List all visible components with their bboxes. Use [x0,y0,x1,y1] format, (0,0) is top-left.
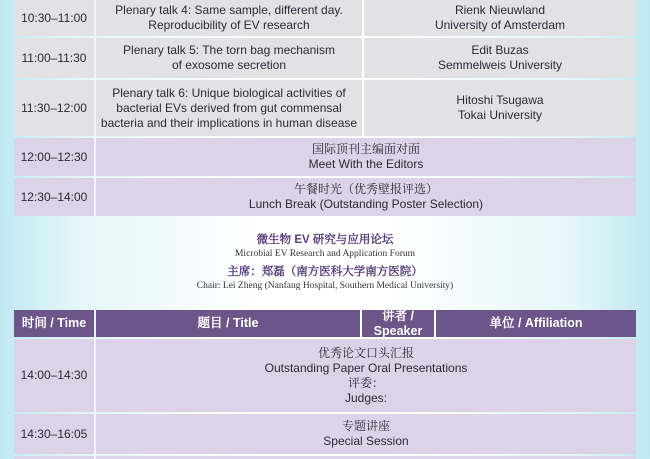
speaker-name: Hitoshi Tsugawa [456,93,544,107]
schedule-row [14,80,636,136]
event-cell [96,178,636,216]
time-text: 12:00–12:30 [20,149,88,164]
forum-title-cn: 微生物 EV 研究与应用论坛 [256,234,394,246]
speaker-cell [364,0,636,36]
time-cell [14,80,94,136]
time-text: 11:30–12:00 [21,100,87,115]
speaker-name: Edit Buzas [471,43,529,57]
time-text: 12:30–14:00 [20,189,88,204]
event-title-cn: 国际顶刊主编面对面 [311,142,420,156]
forum-chair-en: Chair: Lei Zheng (Nanfang Hospital, Southern Medical University) [196,281,454,291]
header-label: 时间 / Time [21,316,87,330]
event-title-en: Lunch Break (Outstanding Poster Selection) [248,197,484,211]
judges-label-cn: 评委： [347,375,384,390]
time-cell [14,38,94,78]
time-cell [14,0,94,36]
session-title-cn: 专题讲座 [341,419,390,433]
header-label: 单位 / Affiliation [489,316,583,330]
speaker-name: Rienk Nieuwland [454,3,546,17]
header-title [96,310,360,337]
speaker-affiliation: Semmelweis University [437,58,563,72]
time-cell [14,138,94,176]
forum-title-en: Microbial EV Research and Application Forum [234,249,416,259]
header-label: 题目 / Title [197,316,259,330]
time-text: 14:30–16:05 [20,426,88,441]
speaker-cell [364,80,636,136]
title-cell [96,80,362,136]
time-cell [14,414,94,454]
time-cell [14,178,94,216]
header-time [14,310,94,337]
speaker-affiliation: Tokai University [457,108,543,122]
header-affiliation [436,310,636,337]
speaker-cell [364,38,636,78]
talk-title-line: bacteria and their implications in human disease [100,115,358,130]
forum-heading [14,231,636,291]
talk-title-line: Plenary talk 6: Unique biological activities of [112,85,346,100]
forum-chair-cn: 主席：郑磊（南方医科大学南方医院） [227,266,423,278]
time-cell [14,339,94,412]
talk-title-line: Plenary talk 4: Same sample, different day. [115,3,343,17]
session-cell [96,339,636,412]
schedule-row [14,0,636,36]
time-text: 11:00–11:30 [21,50,87,65]
session-cell [96,414,636,454]
event-row [14,178,636,216]
header-speaker [362,310,434,337]
talk-title-line: of exosome secretion [171,58,287,72]
judges-label-en: Judges: [344,390,388,405]
header-label: 讲者 / Speaker [373,308,423,338]
talk-title-line: Reproducibility of EV research [148,18,310,32]
table-header [14,310,636,337]
title-cell [96,38,362,78]
session-title-en: Special Session [323,434,409,448]
session-title-en: Outstanding Paper Oral Presentations [264,360,468,375]
schedule-row [14,38,636,78]
event-cell [96,138,636,176]
time-text: 14:00–14:30 [20,368,88,382]
time-text: 10:30–11:00 [21,10,87,25]
talk-title-line: Plenary talk 5: The torn bag mechanism [123,43,335,57]
talk-title-line: bacterial EVs derived from gut commensal [116,100,342,115]
session-row [14,414,636,454]
speaker-affiliation: University of Amsterdam [434,18,566,32]
session-title-cn: 优秀论文口头汇报 [317,345,414,360]
event-title-en: Meet With the Editors [308,157,424,171]
event-title-cn: 午餐时光（优秀壁报评选） [293,182,438,196]
event-row [14,138,636,176]
session-row [14,339,636,412]
title-cell [96,0,362,36]
